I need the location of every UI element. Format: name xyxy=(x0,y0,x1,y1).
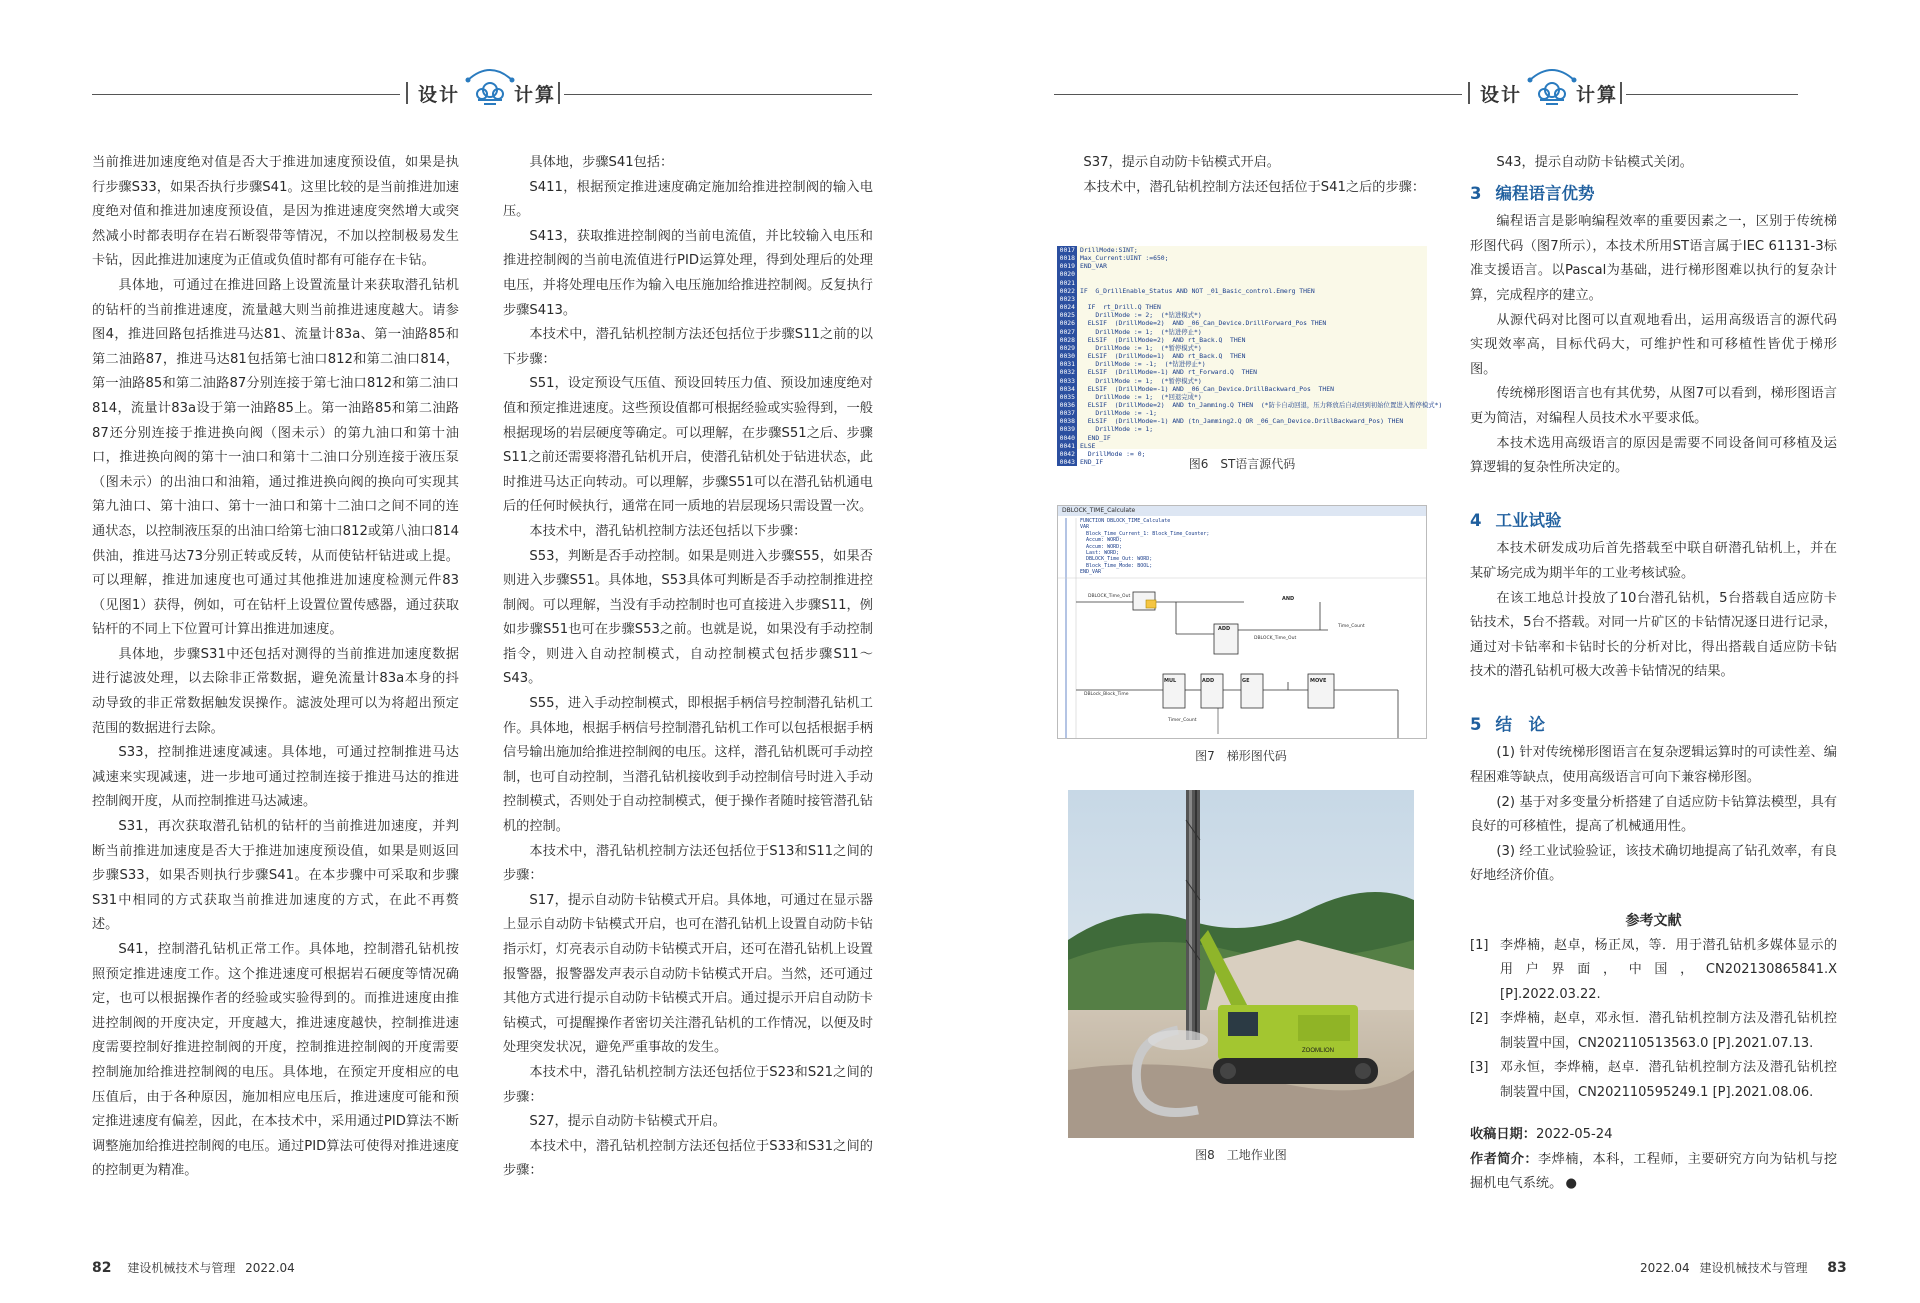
code-line-text: END_IF xyxy=(1080,458,1104,467)
code-line-text: DrillMode := 1; (*暂停模式*) xyxy=(1080,376,1202,385)
code-line-number: 0022 xyxy=(1057,287,1077,295)
left-column-1 xyxy=(92,151,459,1184)
author-value: 李烨楠，本科，工程师，主要研究方向为钻机与挖掘机电气系统。 xyxy=(1470,1151,1838,1192)
code-line-number: 0031 xyxy=(1057,360,1077,368)
reference-number: [3] xyxy=(1470,1060,1489,1076)
code-line-number: 0037 xyxy=(1057,409,1077,417)
code-line-number: 0030 xyxy=(1057,352,1077,360)
left-footer xyxy=(92,1259,295,1276)
header-rule-left xyxy=(92,94,400,95)
header-rule-left xyxy=(1054,94,1462,95)
section-title: 编程语言优势 xyxy=(1495,183,1595,203)
end-mark-icon: ● xyxy=(1565,1176,1577,1192)
code-line-number: 0029 xyxy=(1057,344,1077,352)
code-line-text: DrillMode := 1; xyxy=(1080,425,1154,434)
figure-8-caption: 图8 工地作业图 xyxy=(1195,1148,1287,1162)
figure-6-caption: 图6 ST语言源代码 xyxy=(1188,457,1296,471)
ladder-code-line: FUNCTION DBLOCK_TIME_Calculate xyxy=(1080,518,1171,524)
code-line-number: 0026 xyxy=(1057,319,1077,327)
drill-rig-photo-image xyxy=(1068,790,1414,1138)
code-line-text: IF rt_Drill.Q THEN xyxy=(1080,303,1161,312)
code-line xyxy=(1057,336,1427,344)
code-line xyxy=(1057,295,1427,303)
code-line-text: ELSIF (DrillMode=-1) AND _06_Can_Device.DrillBackward_Pos THEN xyxy=(1080,384,1334,393)
paragraph: 本技术中，潜孔钻机控制方法还包括以下步骤： xyxy=(529,523,807,539)
paragraph: S31，再次获取潜孔钻机的钻杆的当前推进加速度，并判断当前推进加速度是否大于推进加速度预设值，如果是则返回步骤S33，如果否则执行步骤S41。在本步骤中可采取和步骤S31中相同的方式获取当前推进加速度的方式，在此不再赘述。 xyxy=(92,819,459,933)
paragraph: S53，判断是否手动控制。如果是则进入步骤S55，如果否则进入步骤S51。具体地，S53具体可判断是否手动控制推进控制阀。可以理解，当没有手动控制时也可直接进入步骤S11，例如步骤S51也可在步骤S53之前。也就是说，如果没有手动控制指令，则进入自动控制模式，自动控制模式包括步骤S11～S43。 xyxy=(503,548,873,687)
ladder-code-line: Block_Time_Current_1: Block_Time_Counter; xyxy=(1080,530,1210,537)
section-heading xyxy=(1470,182,1837,207)
header-rule-right xyxy=(1626,94,1798,95)
code-line-text: ELSIF (DrillMode=-1) AND (tn_Jamming2.Q OR _06_Can_Device.DrillBackward_Pos) THEN xyxy=(1080,417,1404,426)
code-line-number: 0036 xyxy=(1057,401,1077,409)
ladder-code-line: Accum: WORD; xyxy=(1080,543,1123,550)
code-line-number: 0032 xyxy=(1057,368,1077,376)
section-heading xyxy=(1470,509,1837,534)
section-number: 3 xyxy=(1470,183,1482,203)
ladder-rungs xyxy=(1058,506,1426,738)
code-line-text: ELSIF (DrillMode=2) AND rt_Back.Q THEN xyxy=(1080,335,1246,344)
ladder-var-label: Timer_Count xyxy=(1168,718,1197,723)
paragraph: S17，提示自动防卡钻模式开启。具体地，可通过在显示器上显示自动防卡钻模式开启，也可在潜孔钻机上设置自动防卡钻指示灯，灯亮表示自动防卡钻模式开启，还可在潜孔钻机上设置报警器，报警器发声表示自动防卡钻模式开启。当然，还可通过其他方式进行提示自动防卡钻模式开启。通过提示开启自动防卡钻模式，可提醒操作者密切关注潜孔钻机的工作情况，以便及时处理突发状况，避免严重事故的发生。 xyxy=(503,892,873,1056)
right-footer xyxy=(1640,1259,1847,1276)
code-line xyxy=(1057,434,1427,442)
section-heading xyxy=(1470,713,1837,738)
ladder-code-line: VAR xyxy=(1080,524,1090,531)
journal-name: 建设机械技术与管理 xyxy=(1699,1261,1808,1275)
code-line-number: 0038 xyxy=(1057,417,1077,425)
header-logo-icon xyxy=(1526,66,1578,110)
code-line xyxy=(1057,344,1427,352)
header-rule-right xyxy=(564,94,872,95)
paragraph: 具体地，可通过在推进回路上设置流量计来获取潜孔钻机的钻杆的当前推进速度，流量越大则当前推进速度越大。请参图4，推进回路包括推进马达81、流量计83a、第一油路85和第二油路87，推进马达81包括第七油口812和第二油口814，第一油路85和第二油路87分别连接于第七油口812和第二油口814，流量计83a设于第一油路85上。第一油路85和第二油路87还分别连接于推进换向阀（图未示）的第九油口和第十油口，推进换向阀的第十一油口和第十二油口分别连接于液压泵（图未示）的出油口和油箱，通过推进换向阀的换向可实现其第九油口、第十油口、第十一油口和第十二油口之间不同的连通状态，以控制液压泵的出油口给第七油口812或第八油口814供油，推进马达73分别正转或反转，从而使钻杆钻进或上提。可以理解，推进加速度也可通过其他推进加速度检测元件83（见图1）获得，例如，可在钻杆上设置位置传感器，通过获取钻杆的不同上下位置可计算出推进加速度。 xyxy=(92,277,459,638)
code-line xyxy=(1057,360,1427,368)
code-line-number: 0034 xyxy=(1057,385,1077,393)
section-number: 5 xyxy=(1470,714,1482,734)
received-date xyxy=(1470,1123,1837,1148)
header-bar xyxy=(558,82,560,104)
references-title: 参考文献 xyxy=(1625,913,1682,930)
code-line-text: END_IF xyxy=(1080,433,1111,442)
reference-item xyxy=(1470,1007,1837,1056)
figure-7-caption: 图7 梯形图代码 xyxy=(1195,749,1287,763)
right-column-1-top xyxy=(1057,151,1427,200)
paragraph: 本技术中，潜孔钻机控制方法还包括位于S23和S21之间的步骤： xyxy=(503,1064,873,1105)
header-logo-icon xyxy=(464,66,516,110)
reference-text: 李烨楠，赵卓，邓永恒．潜孔钻机控制方法及潜孔钻机控制装置中国，CN202110513563.0 [P].2021.07.13. xyxy=(1500,1011,1837,1051)
ladder-var-label: DBLOCK_Time_Out xyxy=(1088,594,1131,599)
paragraph: S51，设定预设气压值、预设回转压力值、预设加速度绝对值和预定推进速度。这些预设值都可根据经验或实验得到，一般根据现场的岩层硬度等确定。可以理解，在步骤S51之后、步骤S11之前还需要将潜孔钻机开启，使潜孔钻机处于钻进状态，此时推进马达正向转动。可以理解，步骤S51可以在潜孔钻机通电后的任何时候执行，通常在同一质地的岩层现场只需设置一次。 xyxy=(503,376,873,515)
code-line-number: 0035 xyxy=(1057,393,1077,401)
code-line-text: ELSIF (DrillMode=1) AND rt_Back.Q THEN xyxy=(1080,352,1246,361)
paragraph: 本技术研发成功后首先搭载至中联自研潜孔钻机上，并在某矿场完成为期半年的工业考核试验。 xyxy=(1470,541,1837,581)
paragraph: S55，进入手动控制模式，即根据手柄信号控制潜孔钻机工作。具体地，根据手柄信号控制潜孔钻机工作可以包括根据手柄信号输出施加给推进控制阀的电压。这样，潜孔钻机既可手动控制，也可自动控制，当潜孔钻机接收到手动控制信号时进入手动控制模式，否则处于自动控制模式，便于操作者随时接管潜孔钻机的控制。 xyxy=(503,696,873,835)
code-line xyxy=(1057,311,1427,319)
code-line xyxy=(1057,442,1427,450)
reference-number: [2] xyxy=(1470,1011,1489,1027)
code-line-number: 0019 xyxy=(1057,262,1077,270)
code-line xyxy=(1057,425,1427,433)
code-line-number: 0040 xyxy=(1057,434,1077,442)
reference-text: 李烨楠，赵卓，杨正凤，等．用于潜孔钻机多媒体显示的用户界面，中国，CN202130865841.X [P].2022.03.22. xyxy=(1500,937,1837,1002)
issue: 2022.04 xyxy=(245,1261,295,1275)
page-number: 82 xyxy=(92,1260,112,1276)
paragraph: 本技术中，潜孔钻机控制方法还包括位于S33和S31之间的步骤： xyxy=(503,1138,873,1179)
paragraph: S41，控制潜孔钻机正常工作。具体地，控制潜孔钻机按照预定推进速度工作。这个推进速度可根据岩石硬度等情况确定，也可以根据操作者的经验或实验得到的。而推进速度由推进控制阀的开度决定，开度越大，推进速度越快，控制推进速度需要控制好推进控制阀的开度，控制推进控制阀的开度需要控制施加给推进控制阀的电压。具体地，在预定开度相应的电压值后，由于各种原因，施加相应电压后，推进速度可能和预定推进速度有偏差，因此，在本技术中，采用通过PID算法不断调整施加给推进控制阀的电压。通过PID算法可使得对推进速度的控制更为精准。 xyxy=(92,942,459,1179)
code-line xyxy=(1057,262,1427,270)
header-bar xyxy=(1620,82,1622,104)
code-line-number: 0041 xyxy=(1057,442,1077,450)
section-number: 4 xyxy=(1470,510,1482,530)
paragraph: S27，提示自动防卡钻模式开启。 xyxy=(529,1114,726,1130)
code-line-text: DrillMode := 2; (*钻进模式*) xyxy=(1080,311,1202,320)
header-bar xyxy=(1468,82,1470,104)
code-line xyxy=(1057,393,1427,401)
header-bar xyxy=(406,82,408,104)
ladder-code-line: Accum: WORD; xyxy=(1080,537,1123,544)
ladder-code-line: Last: WORD; xyxy=(1080,550,1120,557)
code-line-text: ELSIF (DrillMode=2) AND tn_Jamming.Q THEN (*防卡自动回退，压力释放后自动回到初始位置进入暂停模式*) xyxy=(1080,400,1443,409)
code-line-text: ELSIF (DrillMode=-1) AND rt_Forward.Q THEN xyxy=(1080,368,1257,377)
paragraph: 当前推进加速度绝对值是否大于推进加速度预设值，如果是执行步骤S33，如果否执行步骤S41。这里比较的是当前推进加速度绝对值和推进加速度预设值，是因为推进速度突然增大或突然减小时都表明存在岩石断裂带等情况，不加以控制极易发生卡钻，因此推进加速度为正值或负值时都有可能存在卡钻。 xyxy=(92,155,459,269)
section-title: 工业试验 xyxy=(1495,510,1562,530)
received-value: 2022-05-24 xyxy=(1535,1127,1613,1143)
code-line xyxy=(1057,417,1427,425)
code-line xyxy=(1057,377,1427,385)
code-line-number: 0024 xyxy=(1057,303,1077,311)
reference-number: [1] xyxy=(1470,937,1489,953)
left-header xyxy=(0,72,960,116)
paragraph: 本技术中，潜孔钻机控制方法还包括位于步骤S11之前的以下步骤： xyxy=(503,327,873,367)
paragraph: (1) 针对传统梯形图语言在复杂逻辑运算时的可读性差、编程困难等缺点，使用高级语言可向下兼容梯形图。 xyxy=(1470,745,1837,786)
header-brand-calc: 计算 xyxy=(1576,84,1619,106)
header-brand-calc: 计算 xyxy=(514,84,557,106)
ladder-var-label: Time_Count xyxy=(1338,624,1365,629)
code-line xyxy=(1057,328,1427,336)
ladder-code-line: DBLOCK_Time_Out: WORD; xyxy=(1080,556,1153,563)
paragraph: 在该工地总计投放了10台潜孔钻机，5台搭载自适应防卡钻技术，5台不搭载。对同一片矿区的卡钻情况逐日进行记录，通过对卡钻率和卡钻时长的分析对比，得出搭载自适应防卡钻技术的潜孔钻机可极大改善卡钻情况的结果。 xyxy=(1470,590,1837,680)
ladder-block-label: GE xyxy=(1242,678,1250,684)
paragraph: 本技术中，潜孔钻机控制方法还包括位于S41之后的步骤： xyxy=(1083,179,1426,195)
references-list xyxy=(1470,934,1837,1106)
code-line-text: DrillMode:SINT; xyxy=(1080,246,1138,254)
ladder-block-label: MOVE xyxy=(1310,678,1327,684)
code-line xyxy=(1057,385,1427,393)
section-title: 结 论 xyxy=(1495,714,1545,734)
paragraph: 传统梯形图语言也有其优势，从图7可以看到，梯形图语言更为简洁，对编程人员技术水平要求低。 xyxy=(1470,386,1837,426)
code-line xyxy=(1057,270,1427,278)
code-line-text: DrillMode := -1; xyxy=(1080,409,1157,418)
ladder-var-label: DBLock_Block_Time xyxy=(1084,692,1129,697)
header-brand-design: 设计 xyxy=(1480,84,1523,106)
paragraph: S37，提示自动防卡钻模式开启。 xyxy=(1083,155,1280,170)
code-line xyxy=(1057,400,1443,409)
ladder-block-label: MUL xyxy=(1164,678,1177,684)
ladder-block-label: ADD xyxy=(1202,678,1215,684)
header-brand-design: 设计 xyxy=(418,84,461,106)
author-label: 作者简介： xyxy=(1470,1151,1539,1167)
code-line-number: 0018 xyxy=(1057,254,1077,262)
ladder-code-line: END_VAR xyxy=(1080,569,1102,576)
code-line-number: 0025 xyxy=(1057,311,1077,319)
code-line-number: 0042 xyxy=(1057,450,1077,458)
code-line xyxy=(1057,254,1427,262)
code-line-text: DrillMode := 1; (*钻进停止*) xyxy=(1080,327,1202,336)
code-line-number: 0023 xyxy=(1057,295,1077,303)
code-line xyxy=(1057,279,1427,287)
code-line-text: IF G_DrillEnable_Status AND NOT _01_Basic_control.Emerg THEN xyxy=(1080,286,1315,295)
code-line-number: 0021 xyxy=(1057,279,1077,287)
code-line-number: 0033 xyxy=(1057,377,1077,385)
ladder-code-line: Block_Time_Mode: BOOL; xyxy=(1080,562,1153,569)
code-line-number: 0020 xyxy=(1057,270,1077,278)
paragraph: 本技术选用高级语言的原因是需要不同设备间可移植及运算逻辑的复杂性所决定的。 xyxy=(1470,435,1837,476)
code-line-text: END_VAR xyxy=(1080,262,1107,271)
code-line-text: DrillMode := 1; (*暂停模式*) xyxy=(1080,343,1202,352)
code-line-number: 0043 xyxy=(1057,458,1077,466)
code-line-number: 0039 xyxy=(1057,425,1077,433)
machine-brand-label: ZOOMLION xyxy=(1302,1048,1335,1054)
code-line-text: ELSE xyxy=(1080,441,1096,450)
left-column-2 xyxy=(503,151,873,1184)
code-line xyxy=(1057,352,1427,360)
code-line-number: 0027 xyxy=(1057,328,1077,336)
code-line xyxy=(1057,368,1427,376)
code-line xyxy=(1057,319,1427,327)
figure-ladder-diagram xyxy=(1057,505,1427,739)
reference-text: 邓永恒，李烨楠，赵卓．潜孔钻机控制方法及潜孔钻机控制装置中国，CN202110595249.1 [P].2021.08.06. xyxy=(1500,1060,1837,1100)
reference-item xyxy=(1470,1056,1837,1105)
received-label: 收稿日期： xyxy=(1470,1127,1536,1143)
issue: 2022.04 xyxy=(1640,1261,1690,1275)
paragraph: S33，控制推进速度减速。具体地，可通过控制推进马达减速来实现减速，进一步地可通过控制连接于推进马达的推进控制阀开度，从而控制推进马达减速。 xyxy=(92,745,459,810)
code-line-text: Max_Current:UINT :=650; xyxy=(1080,254,1169,263)
right-header xyxy=(960,72,1920,116)
paragraph: (2) 基于对多变量分析搭建了自适应防卡钻算法模型，具有良好的可移植性，提高了机械通用性。 xyxy=(1470,794,1837,835)
paragraph: 从源代码对比图可以直观地看出，运用高级语言的源代码实现效率高，目标代码大，可维护性和可移植性皆优于梯形图。 xyxy=(1470,312,1837,377)
page-number: 83 xyxy=(1827,1260,1847,1276)
ladder-block-label: ADD xyxy=(1218,626,1231,632)
code-line xyxy=(1057,409,1427,417)
code-line-text: ELSIF (DrillMode=2) AND _06_Can_Device.DrillForward_Pos THEN xyxy=(1080,319,1327,328)
paragraph: S411，根据预定推进速度确定施加给推进控制阀的输入电压。 xyxy=(503,179,873,220)
paragraph: (3) 经工业试验验证，该技术确切地提高了钻孔效率，有良好地经济价值。 xyxy=(1470,843,1837,884)
paragraph: 具体地，步骤S41包括： xyxy=(529,155,674,170)
paragraph: 本技术中，潜孔钻机控制方法还包括位于S13和S11之间的步骤： xyxy=(503,843,873,884)
paragraph: 具体地，步骤S31中还包括对测得的当前推进加速度数据进行滤波处理，以去除非正常数据，避免流量计83a本身的抖动导致的非正常数据触发误操作。滤波处理可以为将超出预定范围的数据进行去除。 xyxy=(92,646,459,736)
author-bio xyxy=(1470,1148,1837,1197)
code-line-text: DrillMode := -1; (*钻进停止*) xyxy=(1080,360,1206,369)
code-line-text: DrillMode := 1; (*回退完成*) xyxy=(1080,392,1202,401)
code-line-text: DrillMode := 0; xyxy=(1080,449,1146,458)
code-line-number: 0017 xyxy=(1057,246,1077,254)
reference-item xyxy=(1470,934,1837,1008)
figure-site-photo xyxy=(1068,790,1414,1138)
code-line xyxy=(1057,287,1427,295)
paragraph: S43，提示自动防卡钻模式关闭。 xyxy=(1496,155,1693,170)
paragraph: S413，获取推进控制阀的当前电流值，并比较输入电压和推进控制阀的当前电流值进行PID运算处理，得到处理后的处理电压，并将处理电压作为输入电压施加给推进控制阀。反复执行步骤S413。 xyxy=(503,228,873,318)
ladder-var-label: DBLOCK_Time_Out xyxy=(1254,636,1297,641)
code-line-number: 0028 xyxy=(1057,336,1077,344)
ladder-window-title: DBLOCK_TIME_Calculate xyxy=(1058,506,1426,516)
code-line xyxy=(1057,246,1427,254)
ladder-block-label: AND xyxy=(1282,596,1295,602)
right-column-2 xyxy=(1470,151,1837,1197)
journal-name: 建设机械技术与管理 xyxy=(127,1261,236,1275)
paragraph: 编程语言是影响编程效率的重要因素之一，区别于传统梯形图代码（图7所示），本技术所用ST语言属于IEC 61131-3标准支援语言。以Pascal为基础，进行梯形图难以执行的复杂计算，完成程序的建立。 xyxy=(1470,214,1837,303)
